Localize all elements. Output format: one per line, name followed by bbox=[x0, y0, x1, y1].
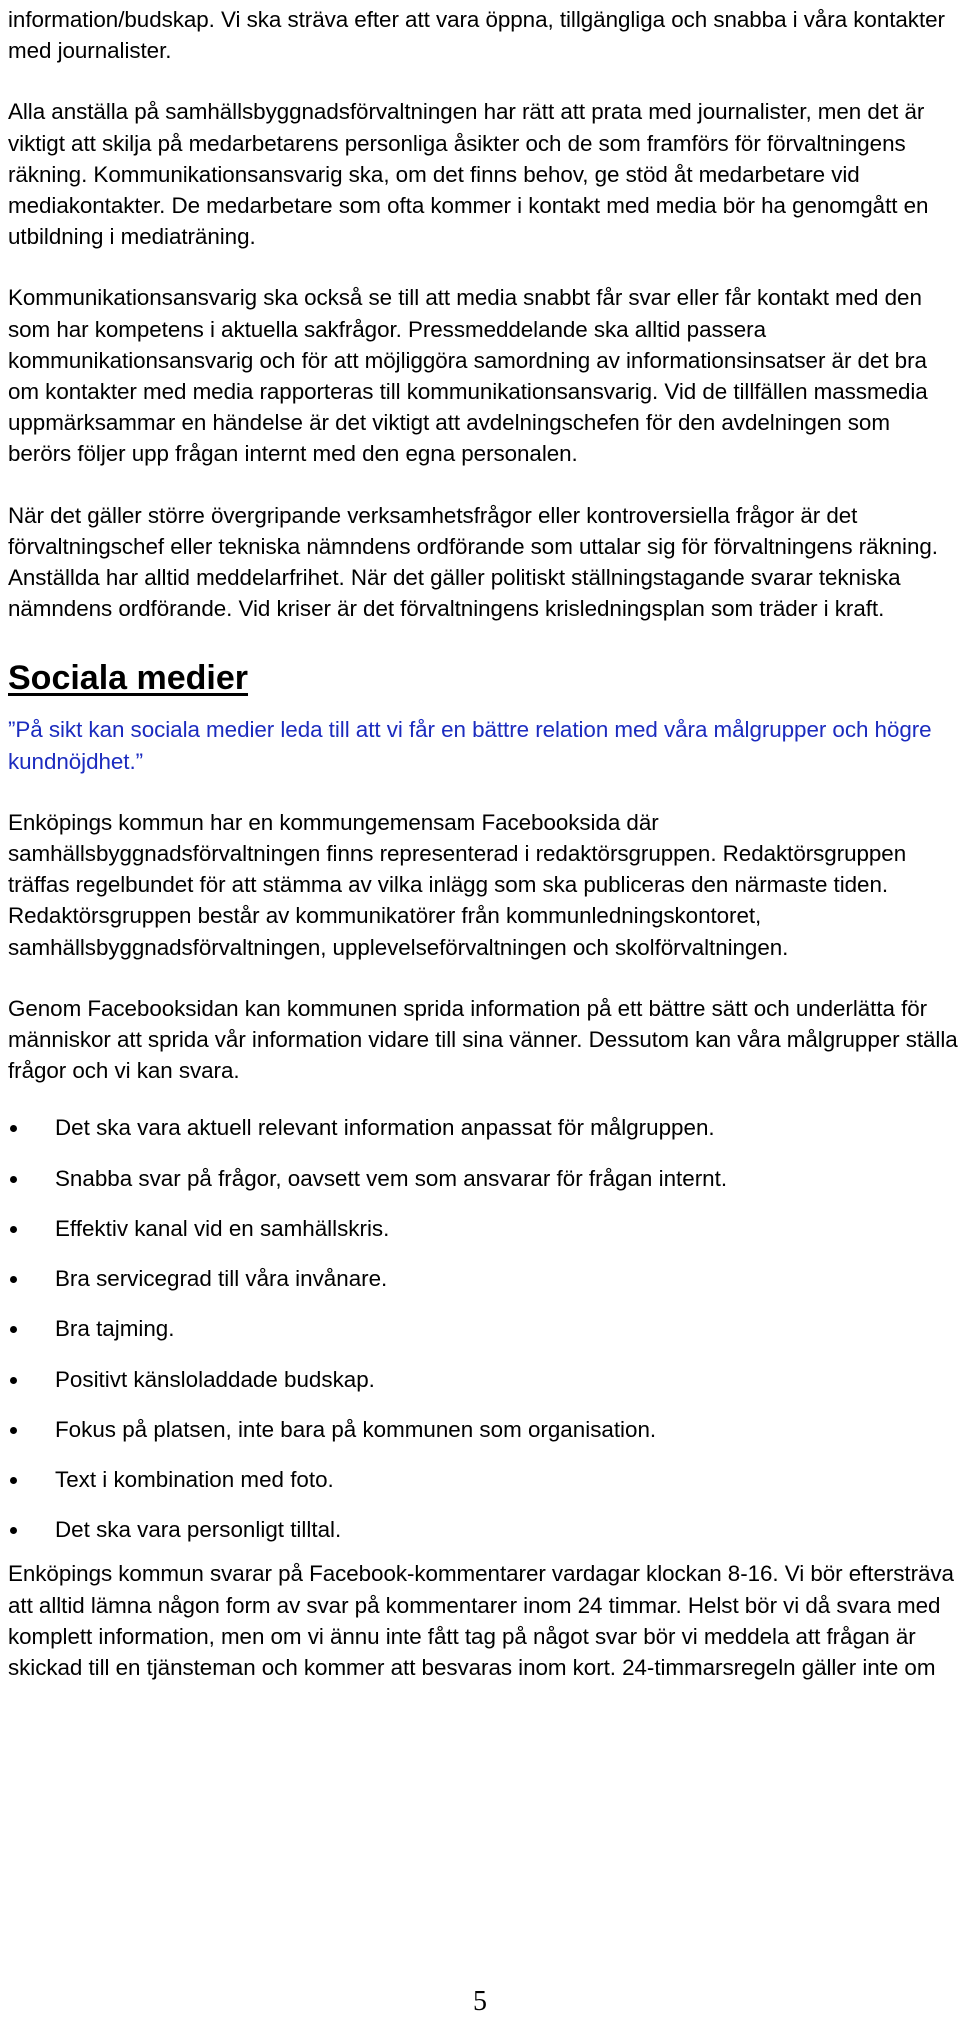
bullet-icon bbox=[10, 1326, 17, 1333]
list-item bbox=[8, 1163, 958, 1194]
list-item-text: Det ska vara aktuell relevant information anpassat för målgruppen. bbox=[55, 1115, 715, 1141]
list-item-text: Snabba svar på frågor, oavsett vem som ansvarar för frågan internt. bbox=[55, 1165, 728, 1191]
bullet-icon bbox=[10, 1377, 17, 1384]
bullet-icon bbox=[10, 1226, 17, 1233]
page-content bbox=[8, 4, 958, 1683]
bullet-icon bbox=[10, 1477, 17, 1484]
paragraph-response-times: Enköpings kommun svarar på Facebook-kommentarer vardagar klockan 8-16. Vi bör eftersträva att alltid lämna någon form av svar på kommentarer inom 24 timmar. Helst bör vi då svara med komplett information, men om vi ännu inte fått tag på något svar bör vi meddela att frågan är skickad till en tjänsteman och kommer att besvaras inom kort. 24-timmarsregeln gäller inte om bbox=[8, 1561, 954, 1680]
list-item-text: Positivt känsloladdade budskap. bbox=[55, 1366, 375, 1392]
list-item bbox=[8, 1414, 958, 1445]
quote-text: ”På sikt kan sociala medier leda till att vi får en bättre relation med våra målgrupper och högre kundnöjdhet.” bbox=[8, 717, 932, 774]
list-item-text: Text i kombination med foto. bbox=[55, 1466, 334, 1492]
list-item bbox=[8, 1213, 958, 1244]
guideline-list bbox=[8, 1112, 958, 1545]
list-item bbox=[8, 1112, 958, 1143]
bullet-icon bbox=[10, 1176, 17, 1183]
paragraph-facebook-benefits: Genom Facebooksidan kan kommunen sprida information på ett bättre sätt och underlätta för människor att sprida vår information vidare till sina vänner. Dessutom kan våra målgrupper ställa frågor och vi kan svara. bbox=[8, 995, 958, 1084]
section-heading-social-media: Sociala medier bbox=[8, 659, 249, 698]
bullet-icon bbox=[10, 1276, 17, 1283]
list-item-text: Bra servicegrad till våra invånare. bbox=[55, 1266, 388, 1292]
list-item bbox=[8, 1514, 958, 1545]
paragraph-employee-media-contact: Alla anställa på samhällsbyggnadsförvaltningen har rätt att prata med journalister, men det är viktigt att skilja på medarbetarens personliga åsikter och de som framförs för förvaltningens räkning. Kommunikationsansvarig ska, om det finns behov, ge stöd åt medarbetare vid mediakontakter. De medarbetare som ofta kommer i kontakt med media bör ha genomgått en utbildning i mediaträning. bbox=[8, 99, 929, 250]
paragraph-communications-responsible: Kommunikationsansvarig ska också se till att media snabbt får svar eller får kontakt med den som har kompetens i aktuella sakfrågor. Pressmeddelande ska alltid passera kommunikationsansvarig och för att möjliggöra samordning av informationsinsatser är det bra om kontakter med media rapporteras till kommunikationsansvarig. Vid de tillfällen massmedia uppmärksammar en händelse är det viktigt att avdelningschefen för den avdelningen som berörs följer upp frågan internt med den egna personalen. bbox=[8, 285, 928, 467]
list-item-text: Effektiv kanal vid en samhällskris. bbox=[55, 1215, 390, 1241]
quote-block bbox=[8, 714, 958, 776]
bullet-icon bbox=[10, 1527, 17, 1534]
bullet-icon bbox=[10, 1125, 17, 1132]
list-item bbox=[8, 1364, 958, 1395]
bullet-icon bbox=[10, 1427, 17, 1434]
list-item-text: Bra tajming. bbox=[55, 1316, 175, 1342]
paragraph-intro-continued: information/budskap. Vi ska sträva efter att vara öppna, tillgängliga och snabba i våra kontakter med journalister. bbox=[8, 7, 945, 64]
list-item bbox=[8, 1313, 958, 1344]
list-item bbox=[8, 1464, 958, 1495]
list-item-text: Fokus på platsen, inte bara på kommunen som organisation. bbox=[55, 1416, 657, 1442]
paragraph-spokesperson: När det gäller större övergripande verksamhetsfrågor eller kontroversiella frågor är det förvaltningschef eller tekniska nämndens ordförande som uttalar sig för förvaltningens räkning. Anställda har alltid meddelarfrihet. När det gäller politiskt ställningstagande svarar tekniska nämndens ordförande. Vid kriser är det förvaltningens krisledningsplan som träder i kraft. bbox=[8, 502, 938, 622]
page-number: 5 bbox=[473, 1986, 487, 2017]
list-item-text: Det ska vara personligt tilltal. bbox=[55, 1517, 342, 1543]
list-item bbox=[8, 1263, 958, 1294]
paragraph-facebook-page: Enköpings kommun har en kommungemensam Facebooksida där samhällsbyggnadsförvaltningen finns representerad i redaktörsgruppen. Redaktörsgruppen träffas regelbundet för att stämma av vilka inlägg som ska publiceras den närmaste tiden. Redaktörsgruppen består av kommunikatörer från kommunledningskontoret, samhällsbyggnadsförvaltningen, upplevelseförvaltningen och skolförvaltningen. bbox=[8, 809, 907, 960]
